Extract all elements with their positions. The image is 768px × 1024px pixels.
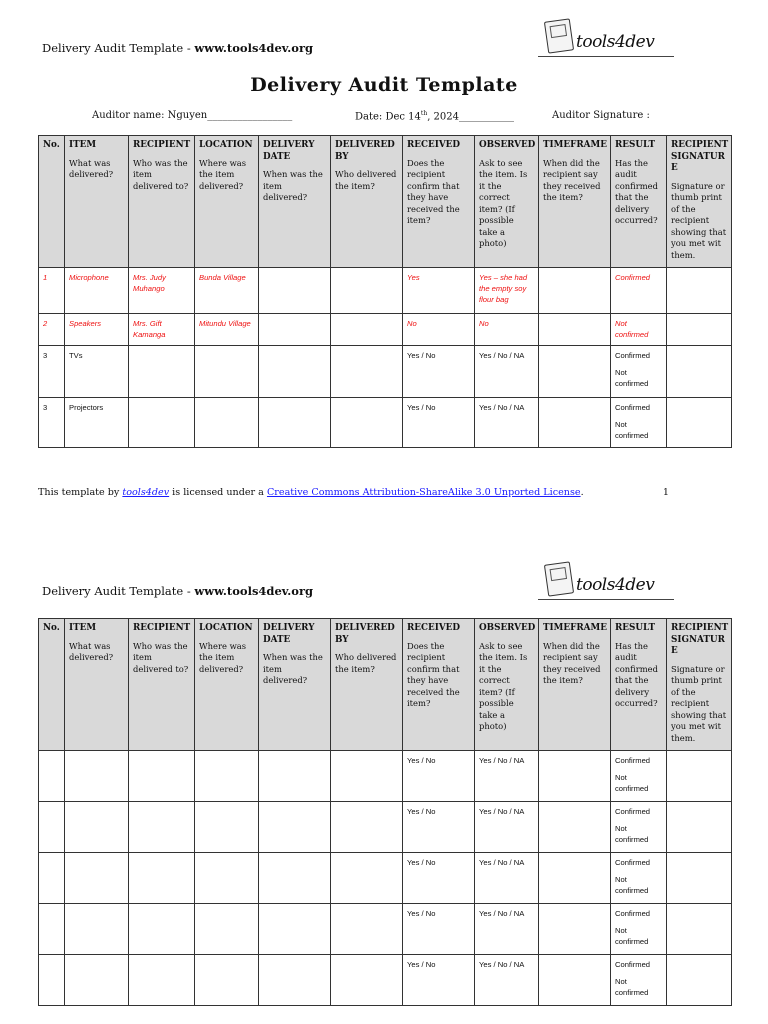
- table-cell[interactable]: [259, 751, 331, 802]
- column-title: RESULT: [615, 623, 656, 633]
- table-cell[interactable]: [331, 314, 403, 346]
- table-cell[interactable]: [539, 398, 611, 448]
- column-description: When was the item delivered?: [263, 652, 323, 685]
- column-description: Signature or thumb print of the recipient showing that you met wit them.: [671, 663, 727, 743]
- table-cell[interactable]: [667, 398, 732, 448]
- cell-value: Confirmed: [615, 858, 651, 867]
- cell-value: Yes / No / NA: [479, 403, 525, 412]
- table-cell[interactable]: [129, 751, 195, 802]
- document-title: Delivery Audit Template: [250, 74, 518, 96]
- table-cell[interactable]: [195, 314, 259, 346]
- table-cell[interactable]: [475, 346, 539, 398]
- table-cell[interactable]: [195, 268, 259, 314]
- column-header: [403, 136, 475, 268]
- cell-value: 2: [43, 319, 48, 328]
- table-cell[interactable]: [259, 802, 331, 853]
- auditor-signature: Auditor Signature :: [552, 110, 650, 121]
- table-cell[interactable]: [195, 346, 259, 398]
- table-row: [39, 802, 732, 853]
- table-cell[interactable]: [65, 955, 129, 1006]
- table-cell[interactable]: [259, 955, 331, 1006]
- cell-value: Yes / No: [407, 909, 436, 918]
- page-header: [42, 41, 313, 55]
- table-cell[interactable]: [129, 346, 195, 398]
- table-cell[interactable]: [475, 853, 539, 904]
- table-cell[interactable]: [403, 751, 475, 802]
- table-cell[interactable]: [403, 802, 475, 853]
- table-cell[interactable]: [403, 268, 475, 314]
- header-text: Delivery Audit Template -: [42, 41, 195, 55]
- cell-value-alt: Not confirmed: [615, 824, 649, 844]
- column-title: RECIPIENT: [133, 623, 191, 633]
- table-cell[interactable]: [475, 751, 539, 802]
- column-header: [39, 136, 65, 268]
- page-number: 1: [662, 487, 669, 498]
- table-cell[interactable]: [65, 853, 129, 904]
- table-cell[interactable]: [475, 398, 539, 448]
- table-cell[interactable]: [539, 802, 611, 853]
- column-title: DELIVERY DATE: [263, 140, 315, 162]
- cell-value: Yes / No / NA: [479, 756, 525, 765]
- column-title: No.: [43, 623, 60, 633]
- tools4dev-logo-2: [538, 563, 674, 607]
- logo-text-2: tools4dev: [576, 575, 655, 595]
- cell-value: Yes / No: [407, 351, 436, 360]
- column-title: ITEM: [69, 623, 97, 633]
- table-cell[interactable]: [539, 751, 611, 802]
- table-cell[interactable]: [331, 802, 403, 853]
- cell-value: No: [479, 319, 489, 328]
- cell-value: 1: [43, 273, 48, 282]
- table-cell[interactable]: [259, 904, 331, 955]
- table-cell[interactable]: [403, 955, 475, 1006]
- table-row: [39, 751, 732, 802]
- table-cell[interactable]: [331, 853, 403, 904]
- cell-value: 3: [43, 403, 48, 412]
- column-description: When did the recipient say they received the item?: [543, 640, 601, 685]
- cell-value: Confirmed: [615, 807, 651, 816]
- table-cell[interactable]: [259, 268, 331, 314]
- cell-value: Speakers: [69, 319, 102, 328]
- header-text-2: Delivery Audit Template -: [42, 584, 195, 598]
- column-header: [611, 136, 667, 268]
- table-cell[interactable]: [259, 398, 331, 448]
- column-description: Who delivered the item?: [335, 652, 397, 674]
- audit-date: Date: Dec 14th, 2024___________: [355, 110, 514, 123]
- cell-value: Yes / No: [407, 960, 436, 969]
- column-title: LOCATION: [199, 140, 253, 150]
- camera-icon: [544, 18, 574, 53]
- column-title: RECIPIENT SIGNATUR E: [671, 140, 729, 173]
- table-cell[interactable]: [39, 802, 65, 853]
- column-description: What was delivered?: [69, 640, 114, 662]
- table-row: [39, 346, 732, 398]
- header-site: www.tools4dev.org: [194, 41, 314, 55]
- column-title: RECEIVED: [407, 623, 460, 633]
- table-cell[interactable]: [65, 268, 129, 314]
- column-description: Ask to see the item. Is it the correct item? (If possible take a photo): [479, 640, 528, 731]
- table-cell[interactable]: [39, 955, 65, 1006]
- cell-value: Confirmed: [615, 909, 651, 918]
- table-cell[interactable]: [129, 314, 195, 346]
- table-cell[interactable]: [403, 314, 475, 346]
- cell-value: Yes / No / NA: [479, 858, 525, 867]
- cell-value-alt: Not confirmed: [615, 368, 649, 388]
- table-cell[interactable]: [195, 904, 259, 955]
- column-header: [331, 619, 403, 751]
- cell-value: Projectors: [69, 403, 104, 412]
- cell-value: TVs: [69, 351, 83, 360]
- cell-value-alt: Not confirmed: [615, 773, 649, 793]
- column-description: Has the audit confirmed that the delivery occurred?: [615, 640, 658, 708]
- column-description: Has the audit confirmed that the delivery occurred?: [615, 157, 658, 225]
- table-cell[interactable]: [539, 268, 611, 314]
- cell-value: Not confirmed: [615, 319, 649, 339]
- tools4dev-logo: [538, 20, 674, 64]
- table-cell[interactable]: [403, 398, 475, 448]
- cell-value: Confirmed: [615, 756, 651, 765]
- page-header-2: [42, 584, 313, 598]
- table-cell[interactable]: [39, 398, 65, 448]
- column-title: OBSERVED: [479, 140, 536, 150]
- table-row: [39, 398, 732, 448]
- cell-value: Confirmed: [615, 273, 651, 282]
- header-site-2: www.tools4dev.org: [194, 584, 314, 598]
- tools4dev-link[interactable]: tools4dev: [122, 487, 170, 498]
- cell-value: Confirmed: [615, 960, 651, 969]
- table-cell[interactable]: [611, 314, 667, 346]
- table-cell[interactable]: [39, 268, 65, 314]
- table-cell[interactable]: [475, 268, 539, 314]
- table-cell[interactable]: [611, 853, 667, 904]
- table-cell[interactable]: [39, 853, 65, 904]
- table-cell[interactable]: [539, 904, 611, 955]
- cell-value: Mitundu Village: [199, 319, 251, 328]
- column-header: [195, 619, 259, 751]
- column-header: [65, 136, 129, 268]
- column-header: [667, 619, 732, 751]
- cell-value: Mrs. Judy Muhango: [133, 273, 166, 293]
- table-cell[interactable]: [475, 314, 539, 346]
- table-cell[interactable]: [331, 398, 403, 448]
- table-cell[interactable]: [195, 853, 259, 904]
- table-cell[interactable]: [539, 853, 611, 904]
- table-cell[interactable]: [331, 268, 403, 314]
- cell-value: Yes: [407, 273, 420, 282]
- table-cell[interactable]: [65, 904, 129, 955]
- table-cell[interactable]: [129, 904, 195, 955]
- license-link[interactable]: Creative Commons Attribution-ShareAlike 3.0 Unported License: [266, 487, 581, 498]
- table-cell[interactable]: [611, 346, 667, 398]
- column-description: When was the item delivered?: [263, 169, 323, 202]
- table-cell[interactable]: [667, 853, 732, 904]
- cell-value: Yes / No / NA: [479, 909, 525, 918]
- column-description: Where was the item delivered?: [199, 640, 247, 674]
- column-description: Where was the item delivered?: [199, 157, 247, 191]
- camera-icon: [544, 561, 574, 596]
- table-cell[interactable]: [259, 314, 331, 346]
- logo-underline: [538, 56, 674, 57]
- logo-underline: [538, 599, 674, 600]
- column-description: Who was the item delivered to?: [133, 640, 189, 674]
- column-header: [475, 619, 539, 751]
- table-cell[interactable]: [403, 904, 475, 955]
- column-title: LOCATION: [199, 623, 253, 633]
- table-cell[interactable]: [331, 346, 403, 398]
- table-cell[interactable]: [331, 955, 403, 1006]
- column-title: RESULT: [615, 140, 656, 150]
- cell-value: 3: [43, 351, 48, 360]
- column-header: [539, 136, 611, 268]
- table-cell[interactable]: [259, 853, 331, 904]
- table-cell[interactable]: [667, 955, 732, 1006]
- cell-value: Confirmed: [615, 403, 651, 412]
- table-cell[interactable]: [475, 802, 539, 853]
- table-cell[interactable]: [65, 314, 129, 346]
- table-cell[interactable]: [65, 398, 129, 448]
- header-row: [39, 619, 732, 751]
- column-header: [129, 136, 195, 268]
- table-cell[interactable]: [611, 904, 667, 955]
- table-row: [39, 955, 732, 1006]
- cell-value: Yes / No: [407, 403, 436, 412]
- table-cell[interactable]: [667, 346, 732, 398]
- column-description: Who was the item delivered to?: [133, 157, 189, 191]
- column-title: RECIPIENT SIGNATUR E: [671, 623, 729, 656]
- column-title: RECIPIENT: [133, 140, 191, 150]
- column-header: [611, 619, 667, 751]
- column-header: [259, 619, 331, 751]
- table-cell[interactable]: [611, 751, 667, 802]
- cell-value-alt: Not confirmed: [615, 926, 649, 946]
- column-title: RECEIVED: [407, 140, 460, 150]
- column-title: OBSERVED: [479, 623, 536, 633]
- auditor-name: Auditor name: Nguyen_________________: [92, 110, 293, 121]
- column-title: TIMEFRAME: [543, 140, 607, 150]
- table-cell[interactable]: [65, 751, 129, 802]
- table-cell[interactable]: [539, 346, 611, 398]
- column-header: [39, 619, 65, 751]
- table-row: [39, 314, 732, 346]
- column-header: [195, 136, 259, 268]
- table-cell[interactable]: [667, 268, 732, 314]
- column-header: [259, 136, 331, 268]
- table-cell[interactable]: [403, 853, 475, 904]
- table-cell[interactable]: [129, 398, 195, 448]
- table-cell[interactable]: [611, 268, 667, 314]
- table-row: [39, 268, 732, 314]
- table-cell[interactable]: [39, 314, 65, 346]
- table-cell[interactable]: [195, 398, 259, 448]
- column-description: Does the recipient confirm that they have received the item?: [407, 640, 460, 708]
- table-cell[interactable]: [539, 314, 611, 346]
- table-cell[interactable]: [65, 346, 129, 398]
- cell-value: Yes / No / NA: [479, 960, 525, 969]
- table-cell[interactable]: [39, 346, 65, 398]
- column-header: [403, 619, 475, 751]
- table-cell[interactable]: [129, 853, 195, 904]
- column-description: Does the recipient confirm that they have received the item?: [407, 157, 460, 225]
- table-cell[interactable]: [403, 346, 475, 398]
- cell-value-alt: Not confirmed: [615, 977, 649, 997]
- cell-value-alt: Not confirmed: [615, 875, 649, 895]
- table-cell[interactable]: [195, 751, 259, 802]
- audit-table-2: [38, 618, 732, 1006]
- column-title: DELIVERED BY: [335, 140, 395, 162]
- cell-value: No: [407, 319, 417, 328]
- table-cell[interactable]: [129, 802, 195, 853]
- table-cell[interactable]: [39, 904, 65, 955]
- table-cell[interactable]: [259, 346, 331, 398]
- column-title: DELIVERY DATE: [263, 623, 315, 645]
- table-cell[interactable]: [667, 751, 732, 802]
- table-cell[interactable]: [195, 955, 259, 1006]
- column-title: ITEM: [69, 140, 97, 150]
- table-cell[interactable]: [611, 398, 667, 448]
- table-cell[interactable]: [331, 751, 403, 802]
- cell-value: Microphone: [69, 273, 109, 282]
- cell-value: Yes / No / NA: [479, 807, 525, 816]
- table-cell[interactable]: [195, 802, 259, 853]
- table-cell[interactable]: [667, 314, 732, 346]
- table-cell[interactable]: [539, 955, 611, 1006]
- cell-value: Yes / No: [407, 807, 436, 816]
- column-description: What was delivered?: [69, 157, 114, 179]
- cell-value: Mrs. Gift Kamanga: [133, 319, 166, 339]
- column-header: [539, 619, 611, 751]
- table-cell[interactable]: [475, 955, 539, 1006]
- audit-table: [38, 135, 732, 448]
- table-cell[interactable]: [667, 904, 732, 955]
- license-footer: This template by tools4dev is licensed under a Creative Commons Attribution-ShareAlike 3.0 Unported License. 1: [38, 487, 669, 498]
- column-header: [65, 619, 129, 751]
- cell-value: Confirmed: [615, 351, 651, 360]
- column-header: [475, 136, 539, 268]
- table-cell[interactable]: [667, 802, 732, 853]
- table-row: [39, 904, 732, 955]
- table-cell[interactable]: [475, 904, 539, 955]
- column-title: DELIVERED BY: [335, 623, 395, 645]
- column-title: TIMEFRAME: [543, 623, 607, 633]
- cell-value: Yes – she had the empty soy flour bag: [479, 273, 528, 304]
- column-description: When did the recipient say they received the item?: [543, 157, 601, 202]
- table-cell[interactable]: [331, 904, 403, 955]
- column-header: [331, 136, 403, 268]
- column-header: [667, 136, 732, 268]
- cell-value: Yes / No / NA: [479, 351, 525, 360]
- table-cell[interactable]: [65, 802, 129, 853]
- table-cell[interactable]: [39, 751, 65, 802]
- table-cell[interactable]: [129, 268, 195, 314]
- column-description: Signature or thumb print of the recipient showing that you met wit them.: [671, 180, 727, 260]
- column-description: Ask to see the item. Is it the correct item? (If possible take a photo): [479, 157, 528, 248]
- header-row: [39, 136, 732, 268]
- table-cell[interactable]: [611, 955, 667, 1006]
- cell-value: Yes / No: [407, 756, 436, 765]
- column-header: [129, 619, 195, 751]
- table-cell[interactable]: [611, 802, 667, 853]
- table-row: [39, 853, 732, 904]
- table-cell[interactable]: [129, 955, 195, 1006]
- cell-value: Bunda Village: [199, 273, 246, 282]
- column-description: Who delivered the item?: [335, 169, 397, 191]
- column-title: No.: [43, 140, 60, 150]
- cell-value: Yes / No: [407, 858, 436, 867]
- logo-text: tools4dev: [576, 32, 655, 52]
- cell-value-alt: Not confirmed: [615, 420, 649, 440]
